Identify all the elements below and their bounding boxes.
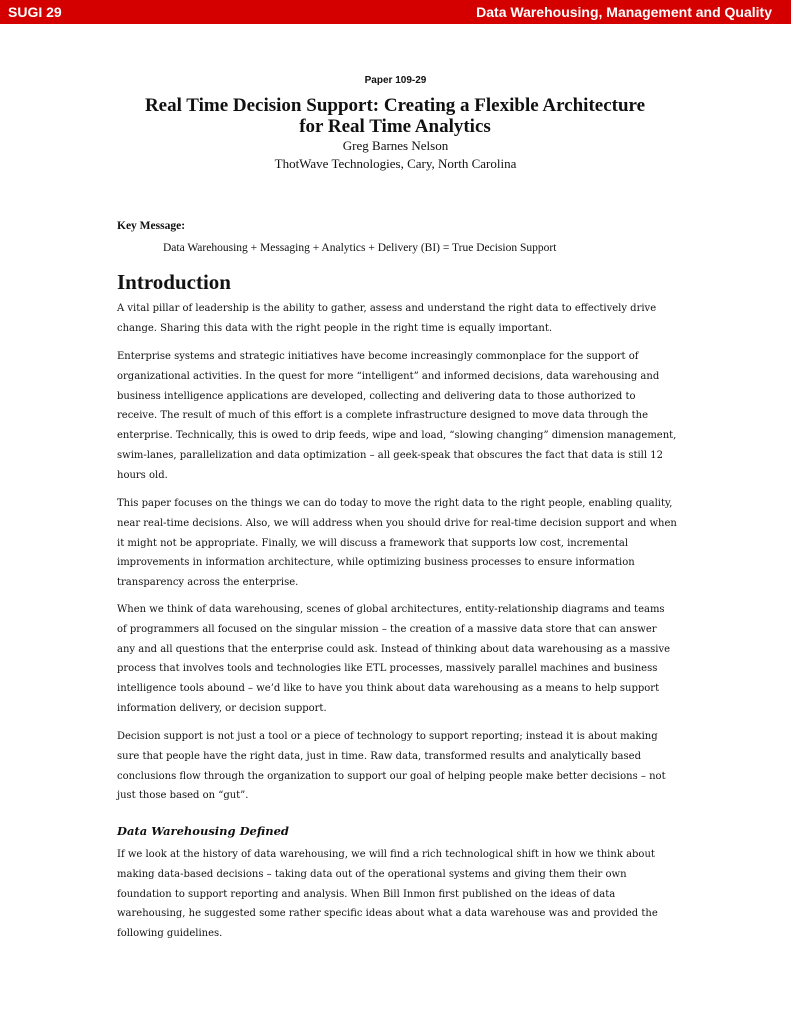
conference-label: SUGI 29 (8, 4, 62, 20)
key-message-text: Data Warehousing + Messaging + Analytics + Delivery (BI) = True Decision Support (163, 242, 557, 254)
section-label: Data Warehousing, Management and Quality (476, 4, 772, 20)
intro-paragraph-4: When we think of data warehousing, scenes of global architectures, entity-relationship diagrams and teams of programmers all focused on the singular mission – the creation of a massive data store that can answer any and all questions that the enterprise could ask. Instead of thinking about data warehousing as a massive process that involves tools and technologies like ETL processes, massively parallel machines and business intelligence tools abound – we’d like to have you think about data warehousing as a means to help support information delivery, or decision support. (117, 604, 671, 714)
intro-paragraph-2: Enterprise systems and strategic initiatives have become increasingly commonplace for the support of organizational activities. In the quest for more “intelligent” and informed decisions, data warehousing and business intelligence applications are developed, collecting and delivering data to those authorized to receive. The result of much of this effort is a complete infrastructure designed to move data through the enterprise. Technically, this is owed to drip feeds, wipe and load, “slowing changing” dimension management, swim-lanes, parallelization and data optimization – all geek-speak that obscures the fact that data is still 12 hours old. (117, 351, 677, 481)
dw-defined-paragraph: If we look at the history of data warehousing, we will find a rich technological shift in how we think about making data-based decisions – taking data out of the operational systems and giving them their own foundation to support reporting and analysis. When Bill Inmon first published on the ideas of data warehousing, he suggested some rather specific ideas about what a data warehouse was and provided the following guidelines. (117, 849, 658, 940)
header-banner (0, 0, 791, 24)
dw-defined-heading: Data Warehousing Defined (117, 824, 289, 838)
paper-title: Real Time Decision Support: Creating a Flexible Architecture for Real Time Analytics (144, 95, 646, 137)
intro-paragraph-5: Decision support is not just a tool or a piece of technology to support reporting; instead it is about making sure that people have the right data, just in time. Raw data, transformed results and analytically based conclusions flow through the organization to support our goal of helping people make better decisions – not just those based on “gut”. (117, 731, 666, 802)
paper-number: Paper 109-29 (364, 75, 427, 86)
introduction-heading: Introduction (117, 270, 231, 294)
affiliation: ThotWave Technologies, Cary, North Carolina (274, 156, 517, 171)
intro-paragraph-3: This paper focuses on the things we can do today to move the right data to the right people, enabling quality, near real-time decisions. Also, we will address when you should drive for real-time decision support and when it might not be appropriate. Finally, we will discuss a framework that supports low cost, incremental improvements in information architecture, while optimizing business processes to ensure information transparency across the enterprise. (117, 498, 677, 589)
author-name: Greg Barnes Nelson (342, 138, 449, 153)
key-message-label: Key Message: (117, 220, 186, 232)
intro-paragraph-1: A vital pillar of leadership is the ability to gather, assess and understand the right data to effectively drive change. Sharing this data with the right people in the right time is equally important. (117, 303, 657, 334)
